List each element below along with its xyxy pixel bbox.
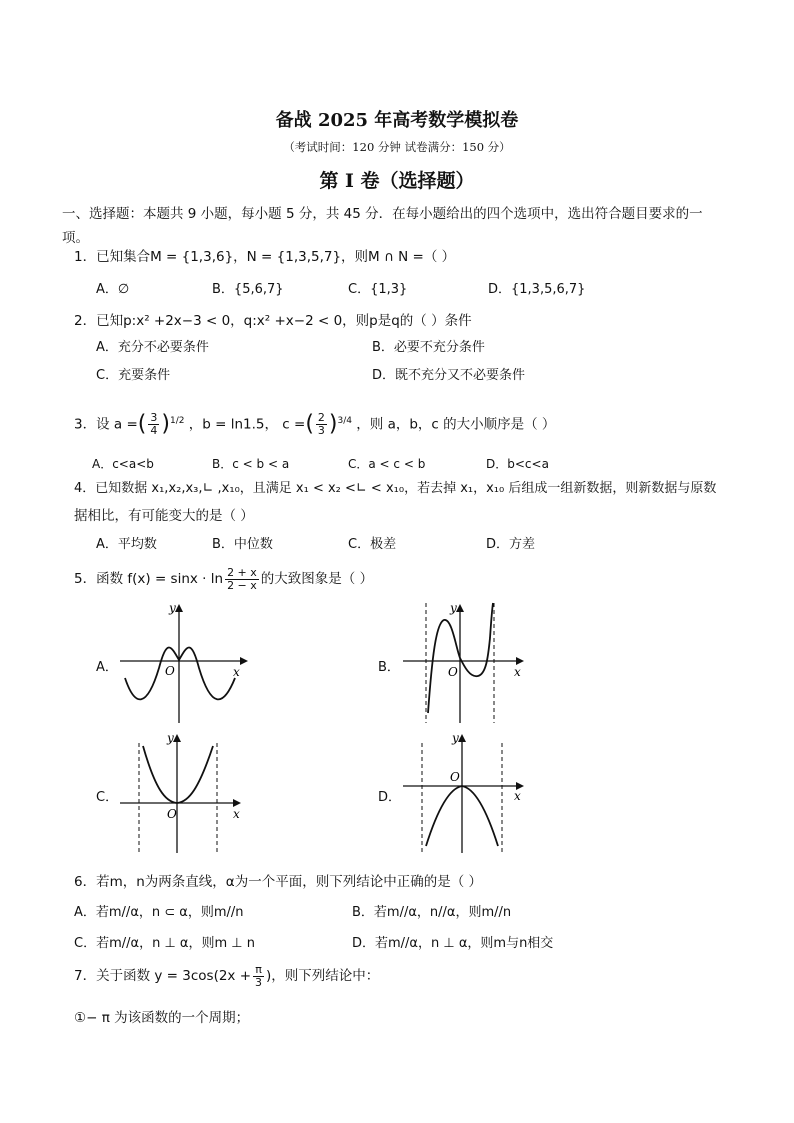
graph-c-label: C． <box>96 790 119 805</box>
graph-a <box>115 598 255 728</box>
graph-a-x-label: x <box>233 665 240 679</box>
question-3-a-exponent: 1/2 <box>169 416 185 426</box>
exam-subtitle: （考试时间：120 分钟 试卷满分：150 分） <box>283 140 511 154</box>
graph-a-y-label: y <box>169 601 176 615</box>
graph-d <box>398 728 538 858</box>
question-1-option-a: A．∅ <box>96 282 130 297</box>
graph-b-y-label: y <box>450 601 457 615</box>
question-4-stem-cont: 据相比，有可能变大的是（ ） <box>74 508 254 524</box>
question-3-tail: ，则 a，b，c 的大小顺序是（ ） <box>356 416 556 433</box>
graph-b-x-label: x <box>514 665 521 679</box>
question-2-option-d: D．既不充分又不必要条件 <box>372 368 526 383</box>
section-instructions: 一、选择题：本题共 9 小题，每小题 5 分，共 45 分．在每小题给出的四个选项中，选出符合题目要求的一 <box>62 206 703 222</box>
question-4-option-d: D．方差 <box>486 537 536 552</box>
graph-a-origin: O <box>165 664 175 678</box>
graph-c-x-label: x <box>233 807 240 821</box>
graph-c-origin: O <box>167 807 177 821</box>
graph-c <box>115 728 255 858</box>
question-1-stem: 1．已知集合M = {1,3,6}，N = {1,3,5,7}，则M ∩ N =（ ） <box>74 249 456 265</box>
graph-c-y-label: y <box>167 731 174 745</box>
question-7-lead: 7．关于函数 y = 3cos(2x + <box>74 968 252 984</box>
question-3-c-exponent: 3/4 <box>337 416 352 426</box>
question-3-lead: 3．设 <box>74 416 110 433</box>
question-6-stem: 6．若m，n为两条直线，α为一个平面，则下列结论中正确的是（ ） <box>74 874 482 890</box>
question-5-stem <box>74 560 373 598</box>
question-7-tail: )，则下列结论中： <box>266 968 380 984</box>
question-4-option-a: A．平均数 <box>96 537 157 552</box>
question-2-option-b: B．必要不充分条件 <box>372 340 485 355</box>
section-instructions-cont: 项。 <box>62 230 89 246</box>
question-7-fraction: $\frac{\pi}{3}$ <box>255 962 263 989</box>
question-3-option-c: C．a < c < b <box>348 457 426 471</box>
question-6-option-b: B．若m//α，n//α，则m//n <box>352 905 512 920</box>
graph-d-origin: O <box>450 770 460 784</box>
graph-b-label: B． <box>378 660 400 675</box>
graph-b <box>398 598 538 728</box>
question-1-option-d: D．{1,3,5,6,7} <box>488 282 586 297</box>
graph-a-label: A． <box>96 660 118 675</box>
question-3-a-label: a = <box>113 416 138 433</box>
question-7-stem <box>74 958 379 994</box>
question-2-option-a: A．充分不必要条件 <box>96 340 209 355</box>
part-heading: 第 I 卷（选择题） <box>319 170 475 192</box>
question-2-option-c: C．充要条件 <box>96 368 171 383</box>
question-3-a-fraction: $\frac{3}{4}$ <box>150 411 158 437</box>
question-4-stem: 4．已知数据 x₁,x₂,x₃,∟ ,x₁₀，且满足 x₁ < x₂ <∟ < x₁₀，若去掉 x₁，x₁₀ 后组成一组新数据，则新数据与原数 <box>74 481 717 496</box>
exam-title: 备战 2025 年高考数学模拟卷 <box>275 110 519 131</box>
question-1-option-c: C．{1,3} <box>348 282 408 297</box>
question-5-fraction: $\frac{2 + x}{2 - x}$ <box>227 565 257 592</box>
question-3-option-a: A．c<a<b <box>92 457 154 471</box>
question-4-option-c: C．极差 <box>348 537 397 552</box>
graph-d-y-label: y <box>452 731 459 745</box>
graph-d-x-label: x <box>514 789 521 803</box>
question-3-option-d: D．b<c<a <box>486 457 549 471</box>
question-4-option-b: B．中位数 <box>212 537 273 552</box>
graph-d-label: D． <box>378 790 402 805</box>
question-6-option-a: A．若m//α，n ⊂ α，则m//n <box>74 905 244 920</box>
question-3-b: ，b = ln1.5， <box>188 416 278 433</box>
question-3-c-label: c = <box>282 416 306 433</box>
question-6-option-c: C．若m//α，n ⊥ α，则m ⊥ n <box>74 936 255 951</box>
question-7-item-1: ①− π 为该函数的一个周期； <box>74 1010 250 1026</box>
question-1-option-b: B．{5,6,7} <box>212 282 284 297</box>
question-3-c-fraction: $\frac{2}{3}$ <box>317 411 325 437</box>
question-6-option-d: D．若m//α，n ⊥ α，则m与n相交 <box>352 936 554 951</box>
question-5-lead: 5．函数 f(x) = sinx · ln <box>74 571 224 587</box>
question-2-stem: 2．已知p:x² +2x−3 < 0，q:x² +x−2 < 0，则p是q的（ ）条件 <box>74 313 472 329</box>
question-3-option-b: B．c < b < a <box>212 457 290 471</box>
question-5-tail: 的大致图象是（ ） <box>260 571 374 587</box>
graph-b-origin: O <box>448 665 458 679</box>
question-3-stem: 3．设 a =( $\frac{3}{4}$ )$^{1/2}$ ，b = ln1.5， c =( $\frac{2}{3}$ )$^{3/4}$ ，则 a，b，c 的大小顺序是（ ） <box>74 411 556 437</box>
